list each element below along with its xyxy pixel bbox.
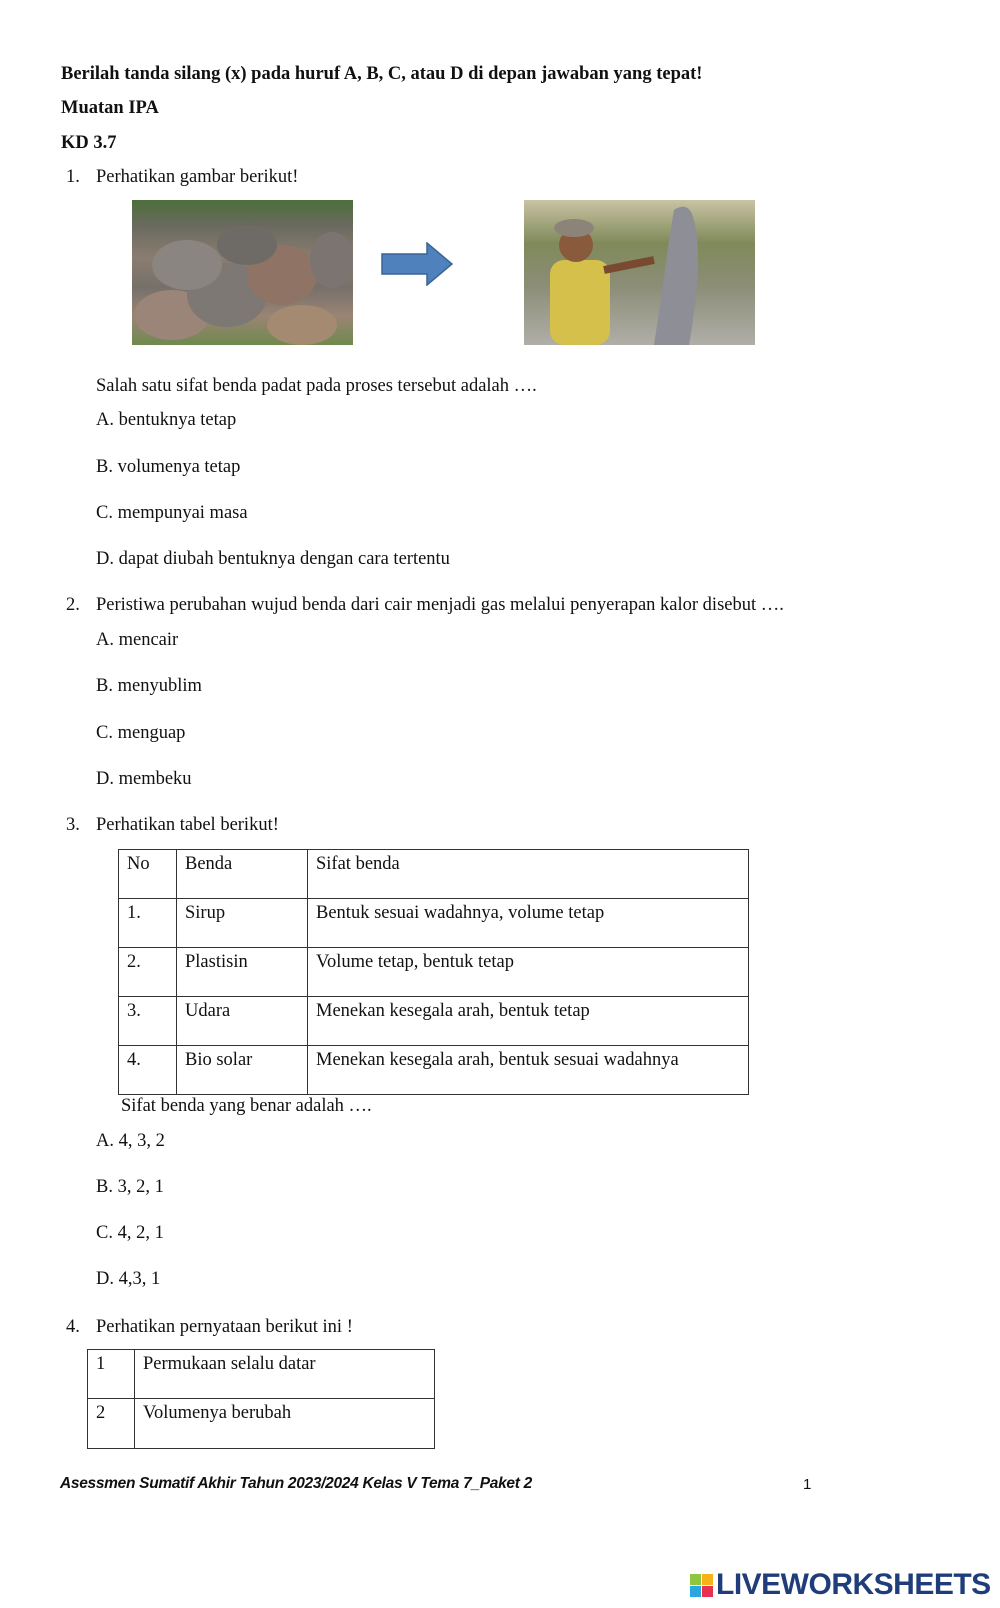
q1-option-d[interactable]: D. dapat diubah bentuknya dengan cara tertentu bbox=[96, 549, 450, 569]
q2-option-d[interactable]: D. membeku bbox=[96, 769, 192, 789]
stone-carver-image bbox=[524, 200, 755, 345]
rocks-image bbox=[132, 200, 353, 345]
cell: 3. bbox=[119, 997, 177, 1046]
page-number: 1 bbox=[803, 1476, 812, 1493]
cell: Menekan kesegala arah, bentuk sesuai wadahnya bbox=[308, 1046, 749, 1095]
cell: Bentuk sesuai wadahnya, volume tetap bbox=[308, 899, 749, 948]
q3-option-a[interactable]: A. 4, 3, 2 bbox=[96, 1131, 165, 1151]
kd-heading: KD 3.7 bbox=[61, 133, 117, 153]
arrow-right-icon bbox=[381, 242, 453, 286]
q4-text: Perhatikan pernyataan berikut ini ! bbox=[96, 1317, 353, 1337]
table-row bbox=[88, 1350, 435, 1399]
liveworksheets-logo bbox=[690, 1568, 991, 1602]
logo-text: LIVEWORKSHEETS bbox=[716, 1568, 991, 1601]
q3-option-b[interactable]: B. 3, 2, 1 bbox=[96, 1177, 164, 1197]
cell: 4. bbox=[119, 1046, 177, 1095]
q1-number: 1. bbox=[66, 167, 80, 187]
q2-number: 2. bbox=[66, 595, 80, 615]
q3-text: Perhatikan tabel berikut! bbox=[96, 815, 279, 835]
q3-prompt: Sifat benda yang benar adalah …. bbox=[121, 1096, 372, 1116]
q3-option-c[interactable]: C. 4, 2, 1 bbox=[96, 1223, 164, 1243]
cell: 1 bbox=[88, 1350, 135, 1399]
logo-icon bbox=[690, 1574, 713, 1597]
carver-illustration bbox=[524, 200, 755, 345]
header-no: No bbox=[119, 850, 177, 899]
q2-option-c[interactable]: C. menguap bbox=[96, 723, 186, 743]
table-row bbox=[119, 997, 749, 1046]
cell: Volume tetap, bentuk tetap bbox=[308, 948, 749, 997]
cell: 1. bbox=[119, 899, 177, 948]
cell: Volumenya berubah bbox=[135, 1399, 435, 1449]
footer-text: Asessmen Sumatif Akhir Tahun 2023/2024 Kelas V Tema 7_Paket 2 bbox=[60, 1475, 532, 1492]
table-row bbox=[119, 948, 749, 997]
header-benda: Benda bbox=[177, 850, 308, 899]
q4-table bbox=[87, 1349, 435, 1449]
cell: Plastisin bbox=[177, 948, 308, 997]
q3-option-d[interactable]: D. 4,3, 1 bbox=[96, 1269, 161, 1289]
q1-option-c[interactable]: C. mempunyai masa bbox=[96, 503, 248, 523]
subject-heading: Muatan IPA bbox=[61, 98, 159, 118]
q4-number: 4. bbox=[66, 1317, 80, 1337]
q2-text: Peristiwa perubahan wujud benda dari cair menjadi gas melalui penyerapan kalor disebut …. bbox=[96, 595, 784, 615]
q1-option-a[interactable]: A. bentuknya tetap bbox=[96, 410, 237, 430]
q1-prompt: Salah satu sifat benda padat pada proses tersebut adalah …. bbox=[96, 376, 537, 396]
q2-option-a[interactable]: A. mencair bbox=[96, 630, 179, 650]
table-row bbox=[88, 1399, 435, 1449]
q1-text: Perhatikan gambar berikut! bbox=[96, 167, 299, 187]
q3-number: 3. bbox=[66, 815, 80, 835]
cell: Permukaan selalu datar bbox=[135, 1350, 435, 1399]
cell: 2. bbox=[119, 948, 177, 997]
rocks-illustration bbox=[132, 200, 353, 345]
instruction: Berilah tanda silang (x) pada huruf A, B, C, atau D di depan jawaban yang tepat! bbox=[61, 64, 703, 84]
q2-option-b[interactable]: B. menyublim bbox=[96, 676, 202, 696]
cell: Menekan kesegala arah, bentuk tetap bbox=[308, 997, 749, 1046]
table-header-row bbox=[119, 850, 749, 899]
cell: 2 bbox=[88, 1399, 135, 1449]
header-sifat: Sifat benda bbox=[308, 850, 749, 899]
table-row bbox=[119, 899, 749, 948]
cell: Sirup bbox=[177, 899, 308, 948]
q1-option-b[interactable]: B. volumenya tetap bbox=[96, 457, 241, 477]
table-row bbox=[119, 1046, 749, 1095]
cell: Udara bbox=[177, 997, 308, 1046]
cell: Bio solar bbox=[177, 1046, 308, 1095]
q3-table bbox=[118, 849, 749, 1095]
